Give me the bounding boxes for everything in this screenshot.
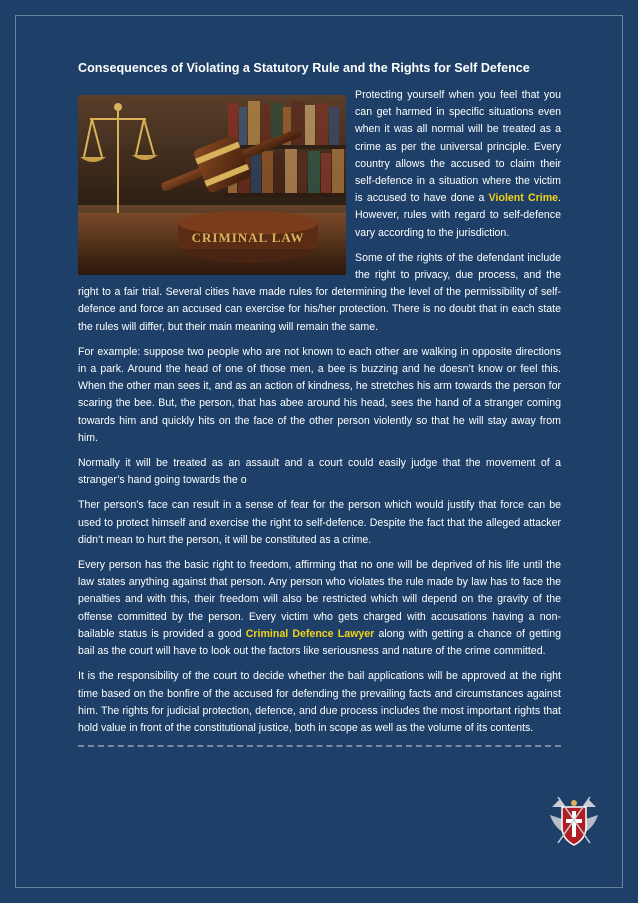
violent-crime-link[interactable]: Violent Crime — [488, 192, 559, 205]
criminal-defence-lawyer-link[interactable]: Criminal Defence Lawyer — [245, 627, 375, 640]
law-firm-shield-logo — [548, 793, 600, 853]
article — [78, 60, 561, 747]
intro-text-a: Protecting yourself when you feel that you can get harmed in specific situations even when it was all normal will be treated as a crime as per the universal principle. Every country allows the accused to claim their self-defence in a situation where the victim is accused to have done a — [355, 89, 561, 205]
paragraph-defendant-rights: Some of the rights of the defendant include the right to privacy, due process, and the right to a fair trial. Several cities have made rules for determining the level of the permissibility of self-defence and force an accused can exercise for his/her protection. There is no doubt that in each state the rules will differ, but their main meaning will remain the same. — [78, 251, 561, 333]
article-title: Consequences of Violating a Statutory Rule and the Rights for Self Defence — [78, 61, 530, 75]
freedom-text-a: Every person has the basic right to freedom, affirming that no one will be deprived of his life until the law states anything against that person. Any person who violates the rule made by law has to face the penalties and with this, their freedom will also be restricted which will depend on the gravity of the offense committed by the person. Every victim who gets charged with accusations having a non-bailable status is provided a good — [78, 559, 561, 640]
freedom-text-b: along with getting a chance of getting bail as the court will have to look out the factors like seriousness and nature of the crime committed. — [78, 627, 561, 658]
paragraph-fear: Ther person’s face can result in a sense of fear for the person which would justify that force can be used to protect himself and exercise the right to self-defence. Despite the fact that the alleged attacker didn’t mean to hurt the person, it will be constituted as a crime. — [78, 499, 561, 546]
plaque-text: CRIMINAL LAW — [191, 230, 305, 245]
paragraph-assault: Normally it will be treated as an assault and a court could easily judge that the movement of a stranger’s hand going towards the o — [78, 457, 561, 487]
gavel-illustration — [78, 95, 346, 275]
intro-text-b: . However, rules with regard to self-defence vary according to the jurisdiction. — [355, 192, 561, 239]
paragraph-court-responsibility: It is the responsibility of the court to decide whether the bail applications will be approved at the right time based on the bonfire of the accused for defending the prevailing facts and circumstances against him. The rights for judicial protection, defence, and due process includes the most important rights that hold value in front of the constitutional justice, both in scope as well as the volume of its contents. — [78, 670, 561, 734]
dashed-divider — [78, 745, 561, 747]
paragraph-freedom — [78, 557, 561, 660]
criminal-law-gavel-image — [78, 95, 346, 275]
paragraph-example: For example: suppose two people who are not known to each other are walking in opposite directions in a park. Around the head of one of those men, a bee is buzzing and he doesn’t know or feel this. When the other man sees it, and as an action of kindness, he stretches his arm towards the person for scaring the bee. But, the person, that has abee around his head, sees the hand of a stranger coming towards him and quickly hits on the face of the other person violently so that he will stay away from him. — [78, 345, 561, 444]
